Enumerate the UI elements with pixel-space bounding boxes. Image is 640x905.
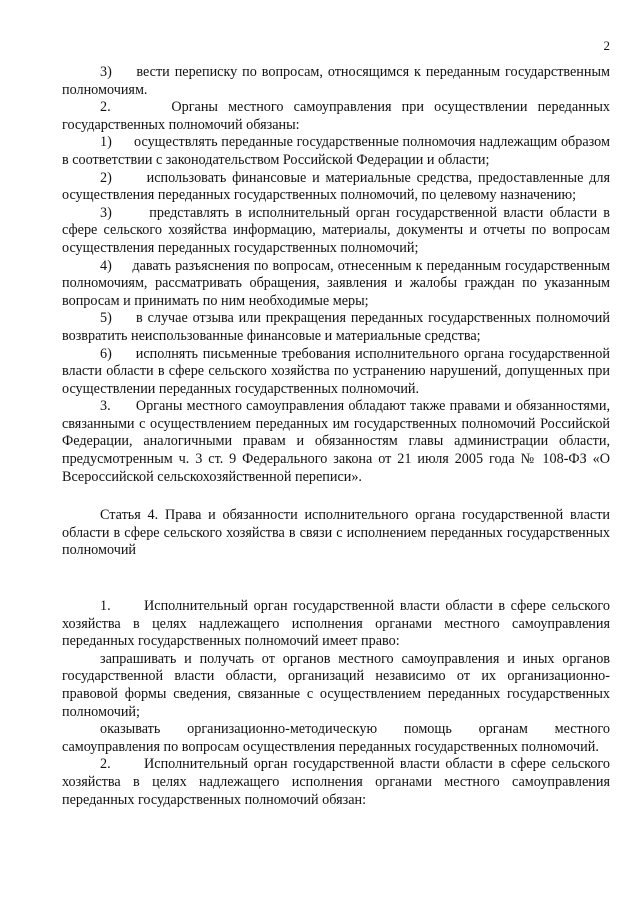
article-4-right-request: запрашивать и получать от органов местного самоуправления и иных органов государственной власти области, организаций независимо от их организационно-правовой формы сведения, связанные с осуществлением переданных государственных полномочий; — [62, 650, 610, 720]
article-4-paragraph-1: 1. Исполнительный орган государственной власти области в сфере сельского хозяйства в целях надлежащего исполнения органами местного самоуправления переданных государственных полномочий имеет право: — [62, 598, 610, 650]
obligation-item-4: 4) давать разъяснения по вопросам, отнесенным к переданным государственным полномочиям, рассматривать обращения, заявления и жалобы граждан по указанным вопросам и принимать по ним необходимые меры; — [62, 257, 610, 309]
obligation-item-2: 2) использовать финансовые и материальные средства, предоставленные для осуществления переданных государственных полномочий, по целевому назначению; — [62, 169, 610, 204]
article-4-right-assist: оказывать организационно-методическую помощь органам местного самоуправления по вопросам осуществления переданных государственных полномочий. — [62, 721, 610, 755]
obligation-item-1: 1) осуществлять переданные государственные полномочия надлежащим образом в соответствии с законодательством Российской Федерации и области; — [62, 134, 610, 168]
article-4-paragraph-2: 2. Исполнительный орган государственной власти области в сфере сельского хозяйства в целях надлежащего исполнения органами местного самоуправления переданных государственных полномочий обязан: — [62, 756, 610, 808]
paragraph-3-correspondence: 3) вести переписку по вопросам, относящимся к переданным государственным полномочиям. — [62, 64, 610, 98]
document-body — [62, 64, 610, 809]
obligation-item-3: 3) представлять в исполнительный орган государственной власти области в сфере сельского хозяйства информацию, материалы, документы и отчеты по вопросам осуществления переданных государственных полномочий; — [62, 204, 610, 256]
article-4-heading: Статья 4. Права и обязанности исполнительного органа государственной власти области в сфере сельского хозяйства в связи с исполнением переданных государственных полномочий — [62, 507, 610, 559]
paragraph-3-rights: 3. Органы местного самоуправления обладают также правами и обязанностями, связанными с осуществлением переданных им государственных полномочий Российской Федерации, аналогичными правам и обязанностям главы администрации области, предусмотренным ч. 3 ст. 9 Федерального закона от 21 июля 2005 года № 108-ФЗ «О Всероссийской сельскохозяйственной переписи». — [62, 398, 610, 485]
obligation-item-6: 6) исполнять письменные требования исполнительного органа государственной власти области в сфере сельского хозяйства по устранению нарушений, допущенных при осуществлении переданных государственных полномочий. — [62, 345, 610, 397]
page-number: 2 — [603, 38, 610, 53]
obligation-item-5: 5) в случае отзыва или прекращения переданных государственных полномочий возвратить неиспользованные финансовые и материальные средства; — [62, 310, 610, 344]
paragraph-2-obligations: 2. Органы местного самоуправления при осуществлении переданных государственных полномочий обязаны: — [62, 99, 610, 133]
